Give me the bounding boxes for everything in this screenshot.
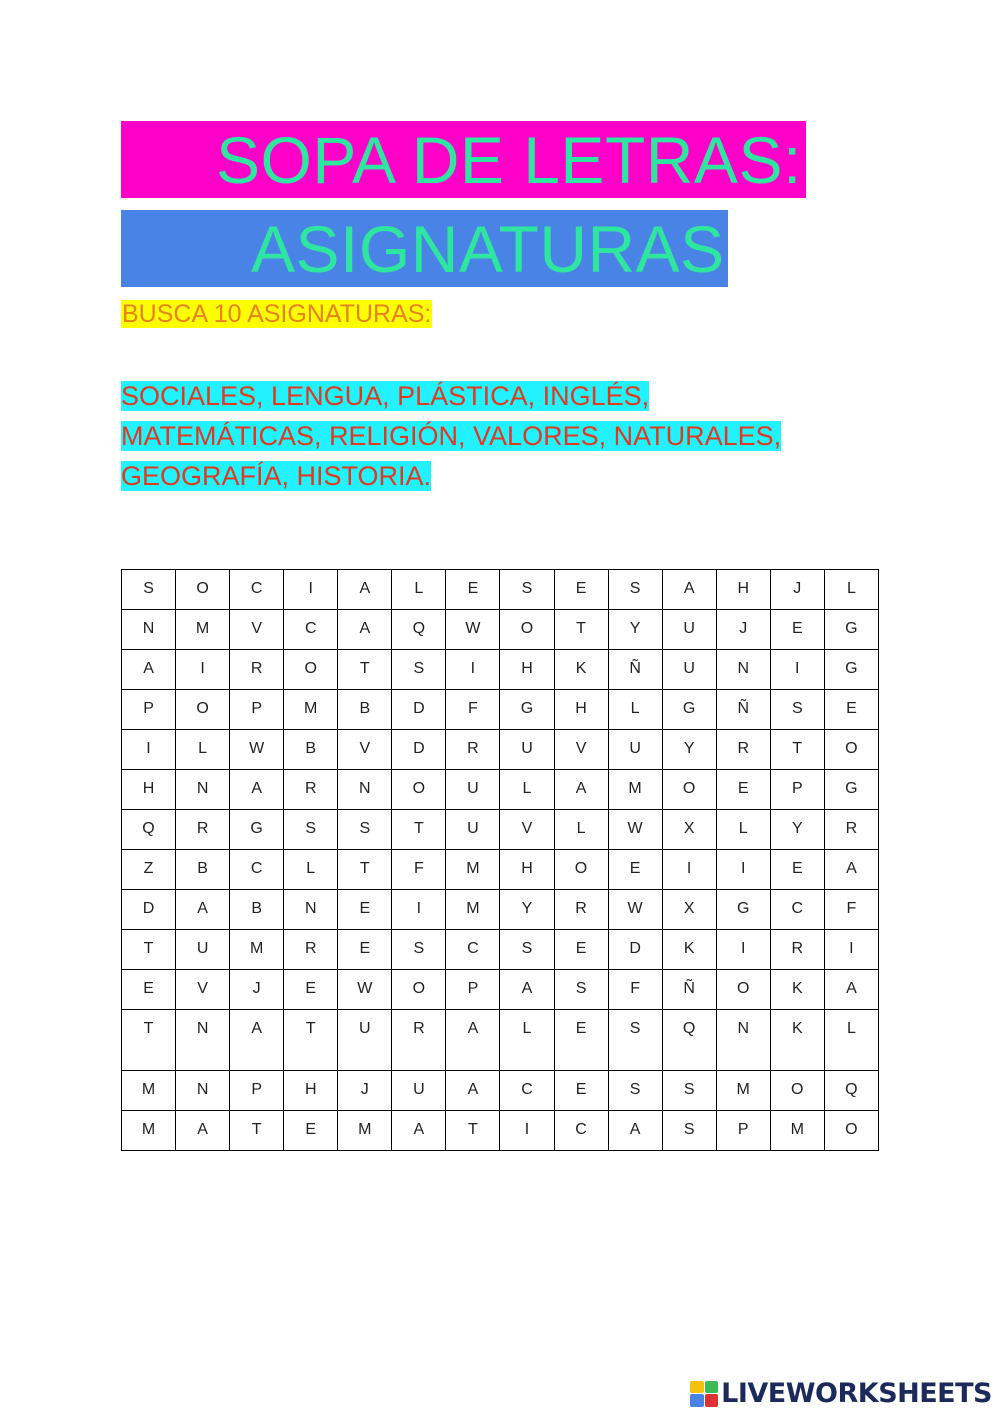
grid-cell[interactable]: E	[284, 1111, 338, 1151]
grid-cell[interactable]: N	[176, 1071, 230, 1111]
grid-cell[interactable]: I	[392, 890, 446, 930]
grid-cell[interactable]: A	[338, 610, 392, 650]
grid-cell[interactable]: S	[500, 930, 554, 970]
grid-cell[interactable]: L	[500, 1010, 554, 1071]
grid-cell[interactable]: M	[338, 1111, 392, 1151]
grid-cell[interactable]: O	[770, 1071, 824, 1111]
grid-cell[interactable]: Y	[770, 810, 824, 850]
grid-cell[interactable]: W	[230, 730, 284, 770]
title-band-1	[121, 121, 806, 198]
grid-cell[interactable]: S	[338, 810, 392, 850]
grid-cell[interactable]: F	[392, 850, 446, 890]
grid-cell[interactable]: S	[662, 1111, 716, 1151]
footer-logo	[690, 1378, 992, 1409]
grid-cell[interactable]: V	[554, 730, 608, 770]
grid-cell[interactable]: I	[662, 850, 716, 890]
grid-cell[interactable]: F	[608, 970, 662, 1010]
grid-cell[interactable]: A	[176, 890, 230, 930]
grid-cell[interactable]: S	[662, 1071, 716, 1111]
grid-cell[interactable]: A	[338, 570, 392, 610]
grid-cell[interactable]: G	[824, 610, 878, 650]
grid-cell[interactable]: C	[554, 1111, 608, 1151]
grid-cell[interactable]: I	[446, 650, 500, 690]
grid-cell[interactable]: N	[716, 650, 770, 690]
grid-cell[interactable]: H	[500, 650, 554, 690]
grid-cell[interactable]: L	[500, 770, 554, 810]
grid-cell[interactable]: P	[230, 690, 284, 730]
grid-cell[interactable]: A	[392, 1111, 446, 1151]
grid-cell[interactable]: A	[176, 1111, 230, 1151]
grid-cell[interactable]: F	[446, 690, 500, 730]
grid-cell[interactable]: V	[230, 610, 284, 650]
grid-cell[interactable]: T	[122, 930, 176, 970]
grid-cell[interactable]: Ñ	[662, 970, 716, 1010]
grid-cell[interactable]: E	[554, 570, 608, 610]
grid-row	[122, 770, 879, 810]
grid-cell[interactable]: W	[446, 610, 500, 650]
grid-cell[interactable]: Ñ	[716, 690, 770, 730]
grid-cell[interactable]: C	[770, 890, 824, 930]
grid-cell[interactable]: O	[392, 970, 446, 1010]
grid-cell[interactable]: E	[446, 570, 500, 610]
grid-cell[interactable]: I	[176, 650, 230, 690]
grid-cell[interactable]: D	[122, 890, 176, 930]
grid-cell[interactable]: W	[608, 810, 662, 850]
grid-cell[interactable]: U	[662, 650, 716, 690]
grid-cell[interactable]: R	[392, 1010, 446, 1071]
grid-cell[interactable]: U	[446, 770, 500, 810]
grid-cell[interactable]: K	[554, 650, 608, 690]
grid-cell[interactable]: B	[338, 690, 392, 730]
grid-cell[interactable]: S	[284, 810, 338, 850]
grid-cell[interactable]: A	[824, 970, 878, 1010]
title-line-2: ASIGNATURAS	[251, 211, 725, 286]
grid-cell[interactable]: E	[770, 610, 824, 650]
grid-cell[interactable]: P	[230, 1071, 284, 1111]
grid-cell[interactable]: Q	[662, 1010, 716, 1071]
grid-cell[interactable]: N	[284, 890, 338, 930]
grid-cell[interactable]: I	[500, 1111, 554, 1151]
grid-cell[interactable]: J	[716, 610, 770, 650]
grid-cell[interactable]: O	[392, 770, 446, 810]
grid-cell[interactable]: M	[446, 890, 500, 930]
grid-cell[interactable]: A	[230, 1010, 284, 1071]
grid-cell[interactable]: D	[608, 930, 662, 970]
grid-row	[122, 810, 879, 850]
grid-cell[interactable]: B	[230, 890, 284, 930]
logo-text: LIVEWORKSHEETS	[721, 1378, 992, 1409]
grid-cell[interactable]: Y	[500, 890, 554, 930]
grid-cell[interactable]: L	[554, 810, 608, 850]
grid-cell[interactable]: U	[176, 930, 230, 970]
grid-cell[interactable]: S	[608, 1010, 662, 1071]
grid-cell[interactable]: C	[446, 930, 500, 970]
grid-cell[interactable]: S	[392, 930, 446, 970]
grid-cell[interactable]: R	[554, 890, 608, 930]
grid-cell[interactable]: D	[392, 690, 446, 730]
grid-cell[interactable]: O	[500, 610, 554, 650]
grid-cell[interactable]: G	[716, 890, 770, 930]
grid-cell[interactable]: I	[824, 930, 878, 970]
grid-cell[interactable]: C	[500, 1071, 554, 1111]
word-list-line	[121, 456, 881, 496]
grid-cell[interactable]: N	[176, 1010, 230, 1071]
grid-cell[interactable]: O	[176, 690, 230, 730]
grid-cell[interactable]: Q	[824, 1071, 878, 1111]
grid-row	[122, 970, 879, 1010]
grid-cell[interactable]: P	[770, 770, 824, 810]
grid-cell[interactable]: T	[770, 730, 824, 770]
grid-cell[interactable]: H	[284, 1071, 338, 1111]
grid-cell[interactable]: O	[824, 1111, 878, 1151]
grid-cell[interactable]: C	[284, 610, 338, 650]
grid-cell[interactable]: E	[554, 1010, 608, 1071]
grid-row	[122, 890, 879, 930]
grid-cell[interactable]: E	[770, 850, 824, 890]
word-list-text: GEOGRAFÍA, HISTORIA.	[121, 461, 432, 491]
grid-cell[interactable]: E	[338, 890, 392, 930]
instruction-text	[121, 300, 432, 329]
grid-cell[interactable]: I	[716, 850, 770, 890]
grid-cell[interactable]: L	[608, 690, 662, 730]
grid-cell[interactable]: G	[824, 770, 878, 810]
grid-cell[interactable]: C	[230, 850, 284, 890]
grid-cell[interactable]: E	[122, 970, 176, 1010]
grid-cell[interactable]: E	[284, 970, 338, 1010]
grid-cell[interactable]: A	[500, 970, 554, 1010]
grid-cell[interactable]: H	[122, 770, 176, 810]
grid-row	[122, 1111, 879, 1151]
grid-cell[interactable]: M	[770, 1111, 824, 1151]
grid-row	[122, 690, 879, 730]
grid-cell[interactable]: M	[446, 850, 500, 890]
grid-cell[interactable]: M	[716, 1071, 770, 1111]
grid-cell[interactable]: I	[284, 570, 338, 610]
grid-cell[interactable]: J	[770, 570, 824, 610]
grid-cell[interactable]: P	[122, 690, 176, 730]
grid-row	[122, 1010, 879, 1071]
grid-cell[interactable]: S	[770, 690, 824, 730]
grid-cell[interactable]: N	[716, 1010, 770, 1071]
grid-cell[interactable]: M	[122, 1071, 176, 1111]
instruction-label: BUSCA 10 ASIGNATURAS:	[122, 300, 432, 328]
word-list	[121, 376, 881, 496]
grid-row	[122, 610, 879, 650]
grid-cell[interactable]: R	[230, 650, 284, 690]
grid-cell[interactable]: C	[230, 570, 284, 610]
grid-cell[interactable]: E	[554, 930, 608, 970]
grid-cell[interactable]: I	[770, 650, 824, 690]
grid-cell[interactable]: T	[284, 1010, 338, 1071]
grid-cell[interactable]: D	[392, 730, 446, 770]
grid-cell[interactable]: M	[230, 930, 284, 970]
grid-cell[interactable]: H	[500, 850, 554, 890]
grid-cell[interactable]: Ñ	[608, 650, 662, 690]
word-list-line	[121, 376, 881, 416]
grid-row	[122, 570, 879, 610]
grid-cell[interactable]: M	[176, 610, 230, 650]
grid-cell[interactable]: A	[446, 1010, 500, 1071]
grid-cell[interactable]: R	[284, 770, 338, 810]
grid-cell[interactable]: W	[608, 890, 662, 930]
grid-cell[interactable]: P	[446, 970, 500, 1010]
grid-cell[interactable]: O	[716, 970, 770, 1010]
grid-cell[interactable]: Q	[122, 810, 176, 850]
grid-cell[interactable]: A	[662, 570, 716, 610]
grid-cell[interactable]: L	[824, 570, 878, 610]
grid-cell[interactable]: P	[716, 1111, 770, 1151]
grid-cell[interactable]: U	[446, 810, 500, 850]
grid-cell[interactable]: E	[608, 850, 662, 890]
grid-cell[interactable]: A	[554, 770, 608, 810]
grid-cell[interactable]: L	[824, 1010, 878, 1071]
grid-cell[interactable]: E	[824, 690, 878, 730]
grid-cell[interactable]: E	[338, 930, 392, 970]
grid-cell[interactable]: T	[392, 810, 446, 850]
grid-cell[interactable]: H	[554, 690, 608, 730]
grid-cell[interactable]: E	[716, 770, 770, 810]
grid-cell[interactable]: T	[554, 610, 608, 650]
grid-cell[interactable]: J	[338, 1071, 392, 1111]
grid-cell[interactable]: M	[608, 770, 662, 810]
grid-cell[interactable]: K	[770, 1010, 824, 1071]
grid-cell[interactable]: T	[230, 1111, 284, 1151]
grid-cell[interactable]: M	[284, 690, 338, 730]
grid-cell[interactable]: S	[554, 970, 608, 1010]
grid-cell[interactable]: B	[284, 730, 338, 770]
grid-cell[interactable]: K	[770, 970, 824, 1010]
grid-cell[interactable]: V	[338, 730, 392, 770]
grid-cell[interactable]: O	[824, 730, 878, 770]
grid-cell[interactable]: N	[338, 770, 392, 810]
grid-cell[interactable]: L	[716, 810, 770, 850]
grid-cell[interactable]: A	[608, 1111, 662, 1151]
grid-cell[interactable]: G	[500, 690, 554, 730]
grid-cell[interactable]: O	[554, 850, 608, 890]
grid-row	[122, 850, 879, 890]
grid-cell[interactable]: S	[122, 570, 176, 610]
grid-cell[interactable]: V	[500, 810, 554, 850]
grid-cell[interactable]: J	[230, 970, 284, 1010]
grid-cell[interactable]: W	[338, 970, 392, 1010]
grid-cell[interactable]: N	[122, 610, 176, 650]
grid-cell[interactable]: Y	[608, 610, 662, 650]
grid-cell[interactable]: Y	[662, 730, 716, 770]
grid-cell[interactable]: F	[824, 890, 878, 930]
grid-cell[interactable]: T	[338, 650, 392, 690]
grid-cell[interactable]: U	[608, 730, 662, 770]
grid-cell[interactable]: G	[824, 650, 878, 690]
title-band-2	[121, 210, 728, 287]
word-list-text: SOCIALES, LENGUA, PLÁSTICA, INGLÉS,	[121, 381, 650, 411]
grid-cell[interactable]: U	[500, 730, 554, 770]
grid-cell[interactable]: X	[662, 890, 716, 930]
word-list-line	[121, 416, 881, 456]
grid-cell[interactable]: R	[284, 930, 338, 970]
grid-cell[interactable]: I	[122, 730, 176, 770]
grid-cell[interactable]: R	[176, 810, 230, 850]
grid-row	[122, 930, 879, 970]
grid-cell[interactable]: T	[446, 1111, 500, 1151]
grid-cell[interactable]: H	[716, 570, 770, 610]
grid-cell[interactable]: X	[662, 810, 716, 850]
title-line-1: SOPA DE LETRAS:	[216, 122, 802, 197]
grid-cell[interactable]: O	[176, 570, 230, 610]
grid-cell[interactable]: L	[284, 850, 338, 890]
grid-cell[interactable]: N	[176, 770, 230, 810]
grid-cell[interactable]: S	[392, 650, 446, 690]
word-search-grid	[121, 569, 879, 1151]
grid-cell[interactable]: I	[716, 930, 770, 970]
grid-cell[interactable]: A	[230, 770, 284, 810]
grid-cell[interactable]: L	[392, 570, 446, 610]
grid-row	[122, 650, 879, 690]
grid-cell[interactable]: R	[446, 730, 500, 770]
grid-cell[interactable]: A	[824, 850, 878, 890]
grid-cell[interactable]: B	[176, 850, 230, 890]
grid-cell[interactable]: R	[770, 930, 824, 970]
grid-cell[interactable]: U	[338, 1010, 392, 1071]
grid-cell[interactable]: Z	[122, 850, 176, 890]
liveworksheets-logo-icon	[690, 1381, 718, 1407]
grid-cell[interactable]: V	[176, 970, 230, 1010]
grid-cell[interactable]: Q	[392, 610, 446, 650]
grid-cell[interactable]: U	[392, 1071, 446, 1111]
grid-cell[interactable]: S	[500, 570, 554, 610]
grid-cell[interactable]: O	[284, 650, 338, 690]
grid-cell[interactable]: E	[554, 1071, 608, 1111]
grid-cell[interactable]: S	[608, 570, 662, 610]
grid-cell[interactable]: R	[824, 810, 878, 850]
grid-cell[interactable]: U	[662, 610, 716, 650]
grid-cell[interactable]: L	[176, 730, 230, 770]
grid-cell[interactable]: A	[122, 650, 176, 690]
grid-cell[interactable]: M	[122, 1111, 176, 1151]
grid-row	[122, 1071, 879, 1111]
grid-cell[interactable]: K	[662, 930, 716, 970]
word-list-text: MATEMÁTICAS, RELIGIÓN, VALORES, NATURALES,	[121, 421, 782, 451]
grid-cell[interactable]: T	[122, 1010, 176, 1071]
grid-cell[interactable]: G	[662, 690, 716, 730]
grid-cell[interactable]: R	[716, 730, 770, 770]
grid-cell[interactable]: O	[662, 770, 716, 810]
grid-cell[interactable]: T	[338, 850, 392, 890]
grid-cell[interactable]: G	[230, 810, 284, 850]
grid-cell[interactable]: A	[446, 1071, 500, 1111]
grid-row	[122, 730, 879, 770]
grid-cell[interactable]: S	[608, 1071, 662, 1111]
